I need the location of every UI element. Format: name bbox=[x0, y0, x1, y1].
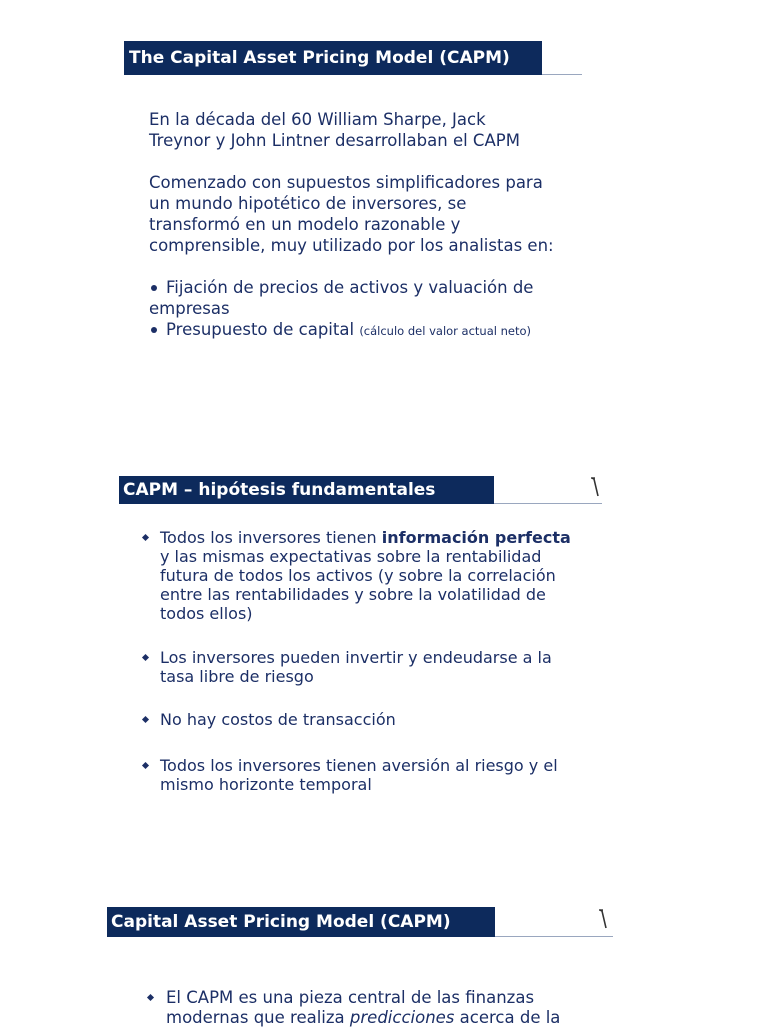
bullet-diamond bbox=[147, 994, 154, 1001]
title-underline bbox=[495, 936, 613, 937]
slide-title: The Capital Asset Pricing Model (CAPM) bbox=[129, 47, 510, 68]
description-line: transformó en un modelo razonable y bbox=[149, 215, 461, 234]
bullet-text: Fijación de precios de activos y valuación de bbox=[166, 278, 534, 297]
bullet-text: tasa libre de riesgo bbox=[160, 667, 314, 686]
bullet-text: empresas bbox=[149, 299, 230, 318]
bullet-text-part: acerca de la bbox=[459, 1008, 561, 1027]
bullet-text-part: modernas que realiza bbox=[166, 1008, 345, 1027]
description-line: un mundo hipotético de inversores, se bbox=[149, 194, 467, 213]
bullet-text: Los inversores pueden invertir y endeudarse a la bbox=[160, 648, 552, 667]
bullet-text: entre las rentabilidades y sobre la volatilidad de bbox=[160, 585, 546, 604]
intro-line: En la década del 60 William Sharpe, Jack bbox=[149, 110, 486, 129]
intro-line: Treynor y John Lintner desarrollaban el CAPM bbox=[149, 131, 520, 150]
pen-stroke-icon bbox=[598, 908, 608, 930]
bullet-text: mismo horizonte temporal bbox=[160, 775, 372, 794]
bullet-text: No hay costos de transacción bbox=[160, 710, 396, 729]
bullet-text bbox=[166, 1008, 560, 1028]
slide-title: CAPM – hipótesis fundamentales bbox=[123, 479, 436, 500]
bullet-emphasis: predicciones bbox=[349, 1008, 455, 1027]
bullet-text: El CAPM es una pieza central de las finanzas bbox=[166, 988, 535, 1007]
bullet-text: todos ellos) bbox=[160, 604, 253, 623]
bullet-main-text: Presupuesto de capital bbox=[166, 320, 355, 339]
bullet-text: y las mismas expectativas sobre la rentabilidad bbox=[160, 547, 542, 566]
bullet-text: Todos los inversores tienen aversión al riesgo y el bbox=[160, 756, 558, 775]
slide-title-bar bbox=[107, 907, 495, 937]
bullet-note: (cálculo del valor actual neto) bbox=[359, 324, 532, 338]
bullet-emphasis: información perfecta bbox=[381, 528, 571, 547]
bullet-text-part: Todos los inversores tienen bbox=[160, 528, 377, 547]
bullet-text: futura de todos los activos (y sobre la correlación bbox=[160, 566, 556, 585]
description-line: Comenzado con supuestos simplificadores para bbox=[149, 173, 543, 192]
slide-title: Capital Asset Pricing Model (CAPM) bbox=[111, 911, 451, 932]
description-line: comprensible, muy utilizado por los analistas en: bbox=[149, 236, 554, 255]
